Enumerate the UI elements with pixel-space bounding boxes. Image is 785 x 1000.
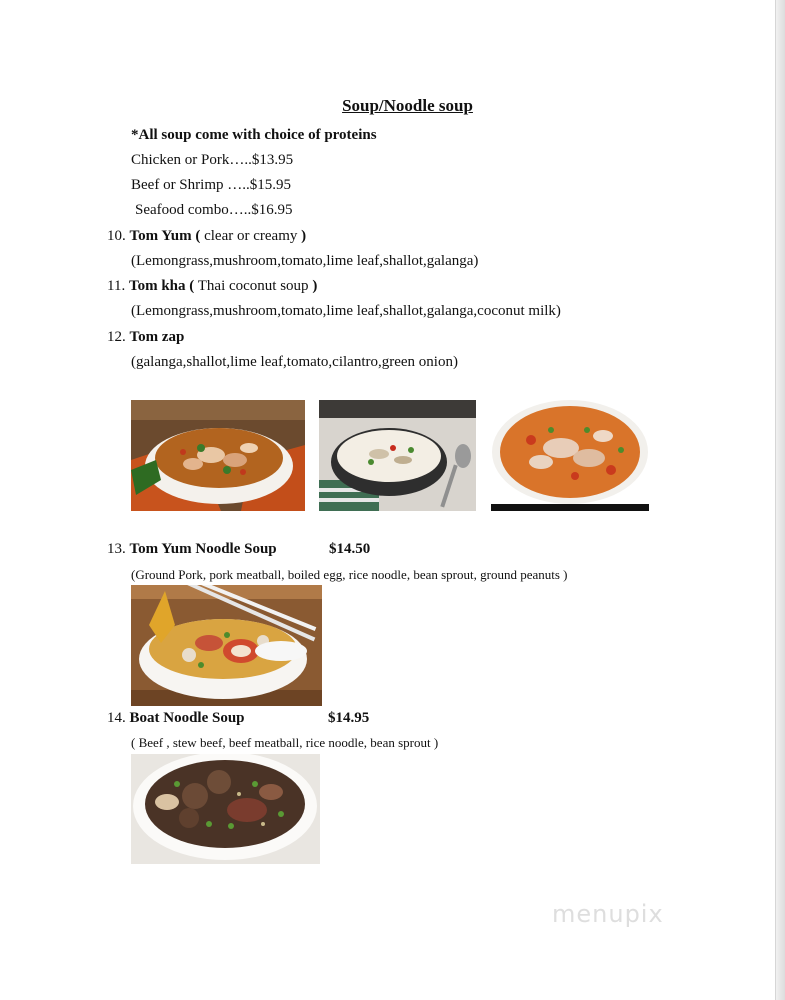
item-option: clear or creamy bbox=[200, 228, 302, 244]
paren-close: ) bbox=[312, 278, 318, 294]
item-description: (Lemongrass,mushroom,tomato,lime leaf,shallot,galanga) bbox=[131, 253, 479, 269]
item-name: Tom zap bbox=[129, 329, 185, 345]
item-number: 10. bbox=[107, 228, 126, 244]
item-name: Tom kha bbox=[128, 278, 186, 294]
tom-yum-noodle-photo bbox=[131, 585, 322, 706]
item-description: ( Beef , stew beef, beef meatball, rice noodle, bean sprout ) bbox=[131, 735, 439, 750]
protein-note: *All soup come with choice of proteins bbox=[131, 127, 377, 143]
price-chicken-pork: Chicken or Pork…..$13.95 bbox=[131, 152, 294, 168]
item-number: 11. bbox=[107, 278, 126, 294]
item-number: 14. bbox=[107, 710, 126, 726]
menu-item-tom-yum bbox=[107, 228, 306, 245]
item-number: 12. bbox=[107, 329, 126, 345]
menu-item-tom-kha bbox=[107, 278, 317, 295]
paren-close: ) bbox=[301, 228, 307, 244]
item-description: (galanga,shallot,lime leaf,tomato,cilantro,green onion) bbox=[131, 354, 458, 370]
item-price: $14.50 bbox=[329, 541, 371, 557]
paren-open: ( bbox=[189, 278, 195, 294]
tom-kha-photo bbox=[319, 400, 476, 511]
menupix-watermark: menupix bbox=[552, 900, 664, 928]
menu-title: Soup/Noodle soup bbox=[342, 96, 473, 115]
tom-yum-photo bbox=[131, 400, 305, 511]
item-name: Tom Yum bbox=[129, 228, 192, 244]
item-description: (Lemongrass,mushroom,tomato,lime leaf,shallot,galanga,coconut milk) bbox=[131, 303, 561, 319]
item-description: (Ground Pork, pork meatball, boiled egg, rice noodle, bean sprout, ground peanuts ) bbox=[131, 567, 568, 582]
paren-open: ( bbox=[195, 228, 201, 244]
item-price: $14.95 bbox=[328, 710, 370, 726]
item-number: 13. bbox=[107, 541, 126, 557]
menu-item-tom-zap bbox=[107, 329, 184, 346]
boat-noodle-photo bbox=[131, 754, 320, 864]
menu-item-tom-yum-noodle bbox=[107, 541, 277, 558]
tom-zap-photo bbox=[491, 400, 649, 511]
item-option: Thai coconut soup bbox=[194, 278, 313, 294]
page-edge bbox=[775, 0, 785, 1000]
price-seafood-combo: Seafood combo…..$16.95 bbox=[135, 202, 293, 218]
item-name: Boat Noodle Soup bbox=[129, 710, 245, 726]
menu-item-boat-noodle bbox=[107, 710, 245, 727]
item-name: Tom Yum Noodle Soup bbox=[129, 541, 277, 557]
price-beef-shrimp: Beef or Shrimp …..$15.95 bbox=[131, 177, 291, 193]
